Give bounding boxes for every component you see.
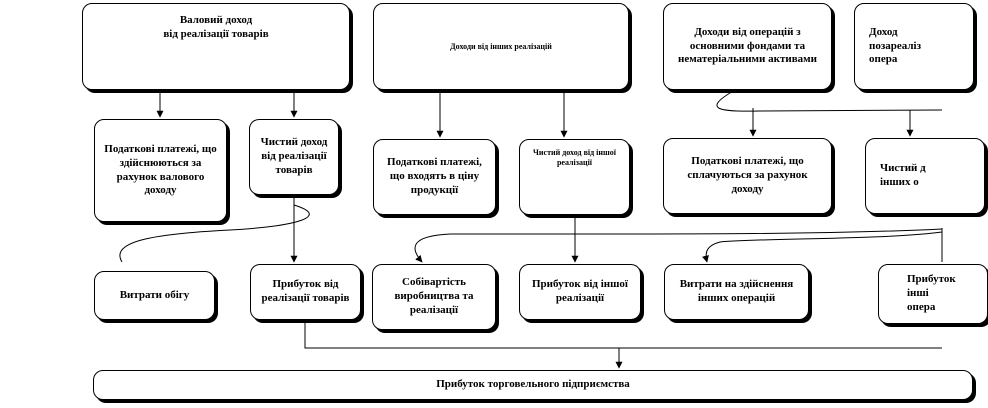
- node-cost-of-production: Собівартість виробництва та реалізації: [372, 264, 496, 330]
- node-gross-income: Валовий доход від реалізації товарів: [82, 3, 350, 90]
- node-net-income-other: Чистий доход від іншої реалізації: [519, 139, 630, 215]
- node-tax-payments-gross: Податкові платежі, що здійснюються за рахунок валового доходу: [94, 119, 227, 222]
- node-non-sales-ops-income: Доход позареаліз опера: [854, 3, 974, 90]
- curve-ops-expenses: [706, 232, 942, 262]
- node-net-income-goods: Чистий доход від реалізації товарів: [249, 119, 339, 195]
- node-profit-sales: Прибуток від реалізації товарів: [250, 264, 361, 320]
- curve-cost: [415, 229, 942, 262]
- node-distribution-costs: Витрати обігу: [94, 271, 215, 320]
- node-profit-other-ops: Прибуток інші опера: [878, 264, 988, 324]
- node-profit-other-sales: Прибуток від іншої реалізації: [519, 264, 641, 320]
- curve-fixed-ops: [717, 90, 942, 111]
- node-tax-payments-income: Податкові платежі, що сплачуються за рахунок доходу: [663, 138, 832, 214]
- node-enterprise-profit: Прибуток торговельного підприємства: [93, 370, 973, 400]
- node-other-ops-expenses: Витрати на здійснення інших операцій: [664, 264, 809, 320]
- node-other-sales-income: Доходи від інших реалізацій: [373, 3, 629, 90]
- node-fixed-assets-ops-income: Доходи від операцій з основними фондами та нематеріальними активами: [663, 3, 832, 90]
- node-tax-payments-price: Податкові платежі, що входять в ціну продукції: [373, 139, 496, 215]
- node-net-income-other-ops: Чистий д інших о: [865, 138, 985, 214]
